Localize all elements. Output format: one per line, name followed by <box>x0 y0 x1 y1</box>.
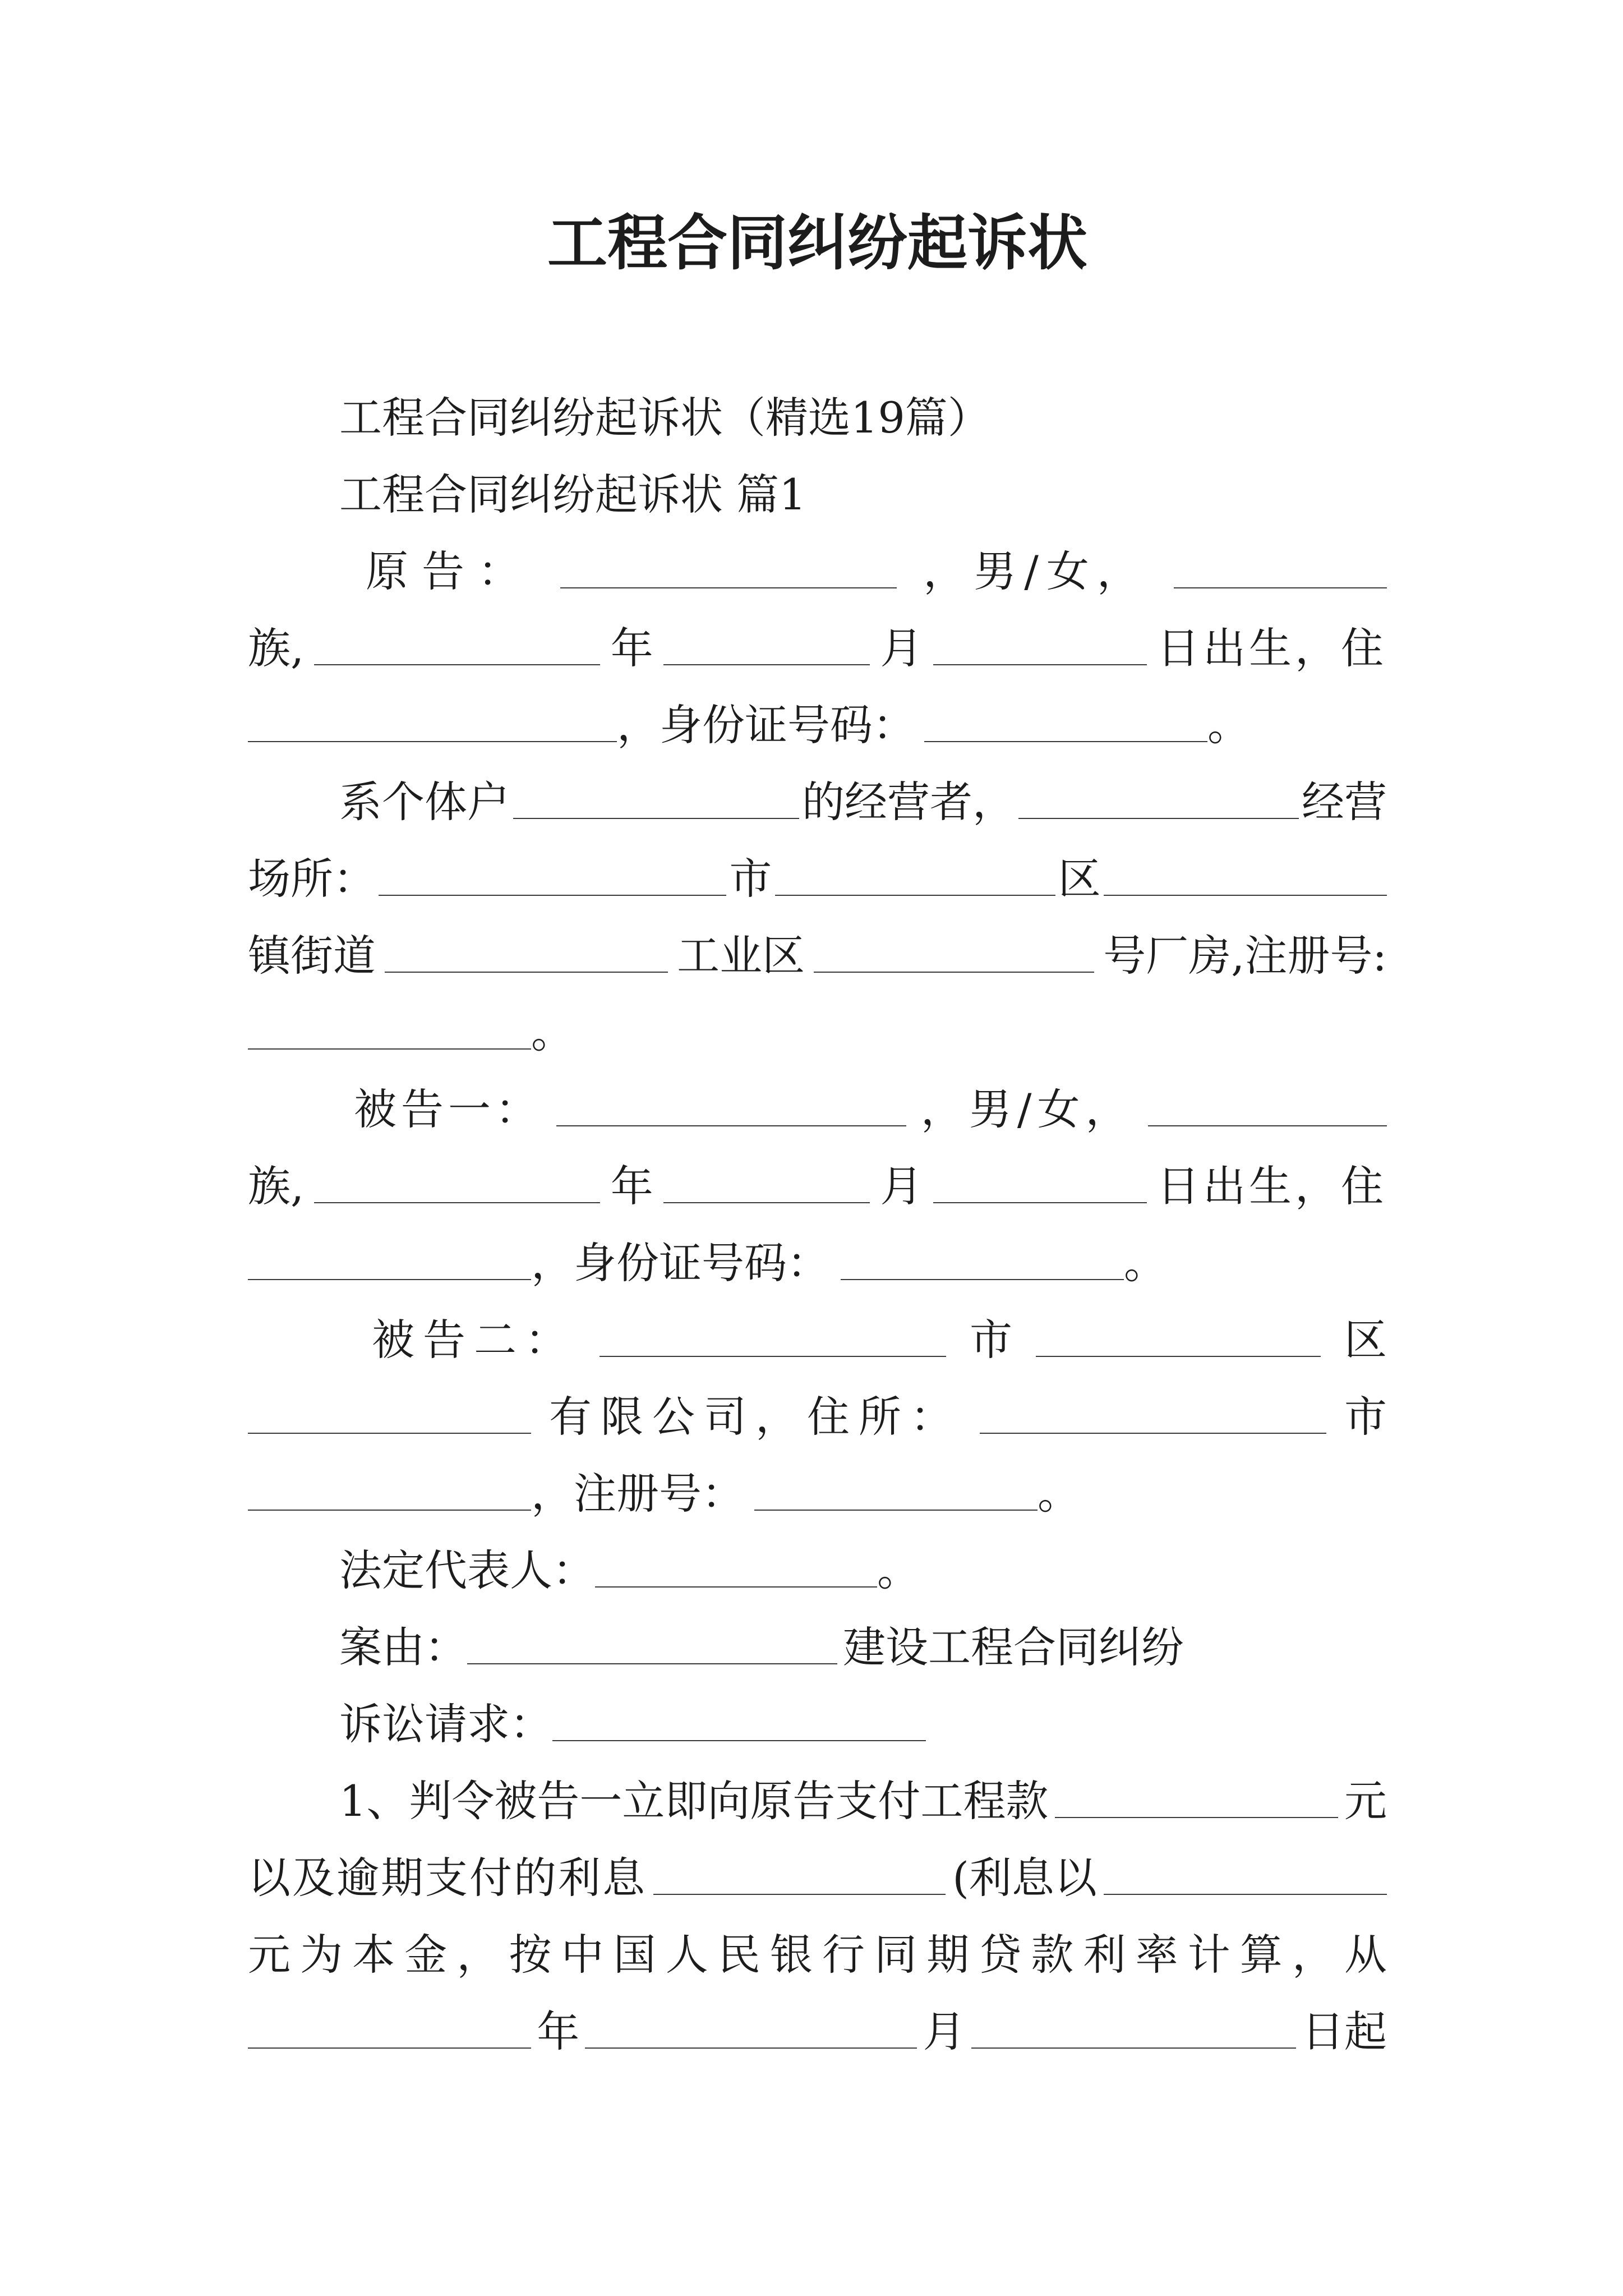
blank-underline <box>379 862 726 896</box>
cause-of-action-text: 建设工程合同纠纷 <box>843 1622 1184 1672</box>
id-number-label: ，身份证号码： <box>531 1237 829 1288</box>
claim-1-line-3: 元为本金，按中国人民银行同期贷款利率计算，从 <box>248 1930 1387 1980</box>
birth-residence-label: 日出生，住 <box>1156 623 1387 673</box>
city-label: 市 <box>1344 1391 1387 1442</box>
plaintiff-label: 原告： <box>366 546 534 596</box>
blank-underline <box>1174 555 1387 588</box>
claim-text: 1、判令被告一立即向原告支付工程款 <box>339 1775 1049 1826</box>
district-label: 区 <box>1344 1314 1387 1365</box>
day-start-label: 日起 <box>1301 2006 1387 2056</box>
premises-label: 场所： <box>248 853 376 904</box>
plaintiff-business-line <box>248 763 1387 840</box>
blank-underline <box>513 785 799 819</box>
blank-underline <box>754 1477 1038 1511</box>
blank-underline <box>1055 1784 1338 1818</box>
claims-heading: 诉讼请求： <box>339 1699 552 1749</box>
month-label: 月 <box>880 623 923 673</box>
claims-heading-line <box>248 1686 1387 1763</box>
claim-text: (利息以 <box>952 1852 1097 1903</box>
city-label: 市 <box>729 853 772 904</box>
year-label: 年 <box>610 1161 653 1211</box>
defendant-1-name-line <box>248 1071 1387 1148</box>
collection-heading <box>248 379 1387 456</box>
blank-underline <box>248 708 617 742</box>
legal-representative-line <box>248 1532 1387 1609</box>
blank-underline <box>1036 1323 1321 1357</box>
defendant-2-label: 被告二： <box>372 1314 576 1365</box>
blank-underline <box>556 1093 906 1126</box>
period-mark: 。 <box>1207 700 1250 750</box>
blank-underline <box>933 1170 1147 1203</box>
registration-number-label: ，注册号： <box>531 1468 744 1519</box>
operation-label: 经营 <box>1302 776 1387 827</box>
year-label: 年 <box>537 2006 580 2056</box>
ethnicity-label: 族, <box>248 1161 305 1211</box>
period-mark: 。 <box>1038 1468 1080 1519</box>
blank-underline <box>314 632 600 665</box>
ethnicity-label: 族, <box>248 623 305 673</box>
defendant-2-registration-line <box>248 1455 1387 1532</box>
blank-underline <box>560 555 897 588</box>
blank-underline <box>980 1400 1326 1434</box>
blank-underline <box>248 1400 531 1434</box>
year-label: 年 <box>610 623 653 673</box>
legal-representative-label: 法定代表人： <box>339 1545 595 1595</box>
blank-underline <box>775 862 1055 896</box>
plaintiff-birth-line <box>248 610 1387 687</box>
blank-underline <box>1148 1093 1387 1126</box>
district-label: 区 <box>1058 853 1101 904</box>
defendant-2-company-line <box>248 1378 1387 1455</box>
blank-underline <box>971 2015 1296 2049</box>
article-heading-text: 工程合同纠纷起诉状 篇1 <box>339 469 806 519</box>
id-number-label: ，身份证号码： <box>617 700 915 750</box>
gender-label: ，男/女， <box>923 546 1147 596</box>
period-mark: 。 <box>531 1007 574 1057</box>
plaintiff-registration-line <box>248 994 1387 1071</box>
cause-of-action-label: 案由： <box>339 1622 467 1672</box>
plaintiff-name-line <box>248 533 1387 610</box>
defendant-1-id-line <box>248 1225 1387 1301</box>
blank-underline <box>248 1016 531 1050</box>
blank-underline <box>248 1477 531 1511</box>
blank-underline <box>1104 1861 1387 1895</box>
cause-of-action-line <box>248 1609 1387 1686</box>
blank-underline <box>663 1170 870 1203</box>
blank-underline <box>841 1246 1124 1280</box>
blank-underline <box>595 1554 877 1588</box>
blank-underline <box>600 1323 946 1357</box>
defendant-1-birth-line <box>248 1148 1387 1225</box>
claim-1-line-2 <box>248 1839 1387 1916</box>
blank-underline <box>1018 785 1299 819</box>
plaintiff-address-line <box>248 917 1387 994</box>
currency-unit-label: 元 <box>1344 1775 1387 1826</box>
blank-underline <box>248 2015 531 2049</box>
month-label: 月 <box>923 2006 966 2056</box>
blank-underline <box>585 2015 917 2049</box>
blank-underline <box>933 632 1147 665</box>
plaintiff-id-line <box>248 687 1387 763</box>
operator-label: 的经营者， <box>802 776 1015 827</box>
industrial-zone-label: 工业区 <box>677 930 805 981</box>
blank-underline <box>1104 862 1387 896</box>
document-body <box>248 379 1387 2070</box>
town-label: 镇街道 <box>248 930 376 981</box>
company-residence-label: 有限公司，住所： <box>549 1391 962 1442</box>
blank-underline <box>314 1170 600 1203</box>
blank-underline <box>467 1631 837 1664</box>
month-label: 月 <box>880 1161 923 1211</box>
blank-underline <box>385 939 668 973</box>
blank-underline <box>552 1708 926 1741</box>
blank-underline <box>248 1246 531 1280</box>
claim-1-line-1 <box>248 1763 1387 1839</box>
birth-residence-label: 日出生，住 <box>1156 1161 1387 1211</box>
article-heading <box>248 456 1387 533</box>
blank-underline <box>814 939 1094 973</box>
defendant-2-location-line <box>248 1301 1387 1378</box>
plaintiff-premises-line <box>248 840 1387 917</box>
document-title: 工程合同纠纷起诉状 <box>547 208 1087 278</box>
period-mark: 。 <box>1124 1237 1166 1288</box>
defendant-1-label: 被告一： <box>354 1084 542 1134</box>
blank-underline <box>663 632 870 665</box>
collection-heading-text: 工程合同纠纷起诉状（精选19篇） <box>339 392 990 443</box>
blank-underline <box>653 1861 946 1895</box>
gender-label: ，男/女， <box>920 1084 1134 1134</box>
claim-text: 以及逾期支付的利息 <box>248 1852 647 1903</box>
claim-1-line-4 <box>248 1993 1387 2070</box>
blank-underline <box>924 708 1207 742</box>
city-label: 市 <box>970 1314 1012 1365</box>
factory-registration-label: 号厂房,注册号: <box>1103 930 1387 981</box>
period-mark: 。 <box>877 1545 920 1595</box>
business-label: 系个体户 <box>339 776 510 827</box>
